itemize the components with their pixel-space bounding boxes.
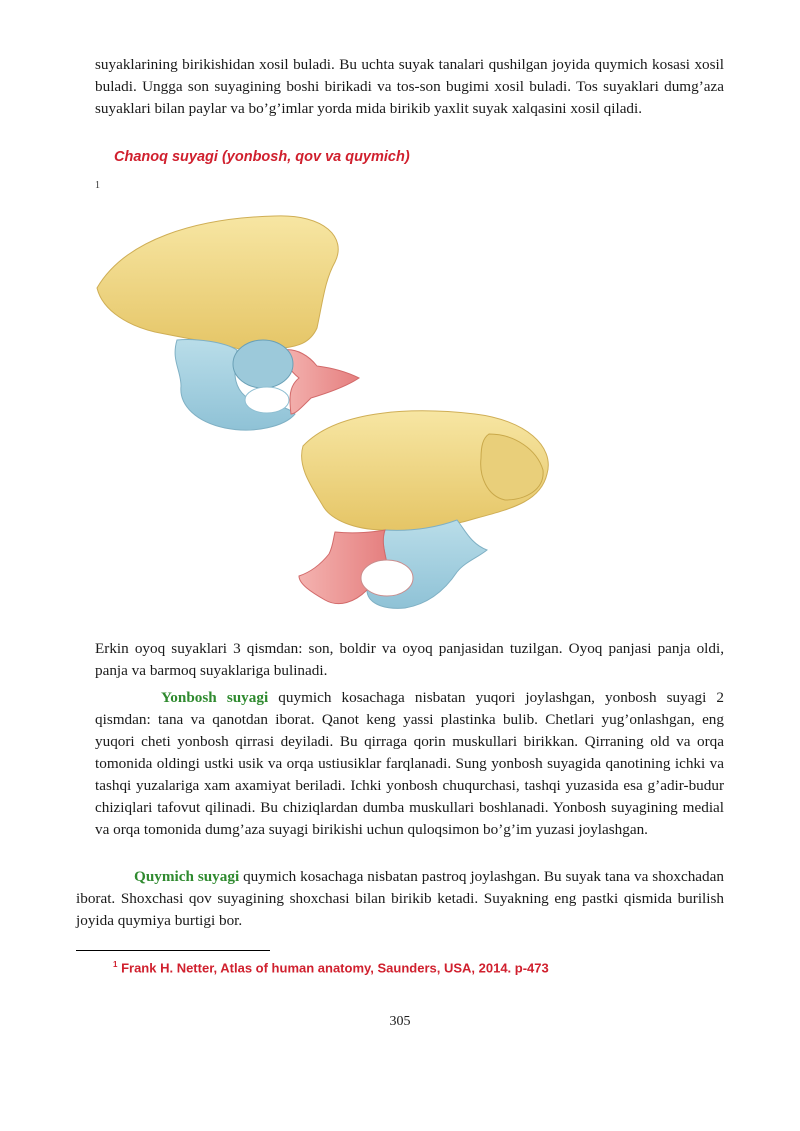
acetabulum-top (233, 340, 293, 388)
intro-paragraph: suyaklarining birikishidan xosil buladi. Bu uchta suyak tanalari qushilgan joyida quymich kosasi xosil buladi. Ungga son suyagining boshi birikadi va tos-son bugimi xosil buladi. Tos suyaklari dumg’aza suyaklari bilan paylar va bo’g’imlar yorda mida birikib yaxlit suyak xalqasini xosil qiladi. (95, 56, 724, 117)
yonbosh-heading: Yonbosh suyagi (161, 689, 269, 706)
obturator-foramen-bottom (361, 560, 413, 596)
footnote-text: Frank H. Netter, Atlas of human anatomy, Saunders, USA, 2014. p-473 (117, 960, 549, 976)
figure-caption: Chanoq suyagi (yonbosh, qov va quymich) (114, 149, 410, 165)
erkin-paragraph: Erkin oyoq suyaklari 3 qismdan: son, boldir va oyoq panjasidan tuzilgan. Oyoq panjasi panja oldi, panja va barmoq suyaklariga bulinadi. (95, 640, 724, 679)
hip-bone-medial-view (299, 411, 548, 608)
yonbosh-paragraph (95, 687, 724, 841)
pelvic-bone-illustration (85, 200, 565, 620)
hip-bone-lateral-view (97, 216, 359, 430)
quymich-paragraph (76, 866, 724, 932)
footnote (113, 960, 549, 975)
page-number: 305 (389, 1014, 411, 1029)
obturator-foramen-top (245, 387, 289, 413)
pubis-top (283, 350, 359, 414)
footnote-marker: 1 (113, 960, 118, 969)
figure-reference-marker: 1 (95, 180, 100, 191)
footnote-divider (76, 950, 270, 951)
quymich-text: quymich kosachaga nisbatan pastroq joylashgan. Bu suyak tana va shoxchadan iborat. Shoxchasi qov suyagining shoxchasi bilan birikib ketadi. Suyakning eng pastki qismida burilish joyida quymiya burtigi bor. (76, 868, 724, 929)
quymich-heading: Quymich suyagi (134, 868, 240, 885)
yonbosh-text: quymich kosachaga nisbatan yuqori joylashgan, yonbosh suyagi 2 qismdan: tana va qanotdan iborat. Qanot keng yassi plastinka bulib. Chetlari yug’onlashgan, eng yuqori cheti yonbosh qirrasi deyiladi. Bu qirraga qorin muskullari birikkan. Qirraning old va orqa tomonida oldingi ustki usik va orqa ustiusiklar farqlanadi. Sung yonbosh suyagida qanotining ichki va tashqi yuzalariga xam axamiyat beriladi. Ichki yonbosh chuqurchasi, tashqi yuzasida esa g’adir-budur chiziqlari tafovut qilinadi. Bu chiziqlardan dumba muskullari boshlanadi. Yonbosh suyagining medial va orqa tomonida dumg’aza suyagi birikishi uchun quloqsimon bo’g’im yuzasi joylashgan. (95, 689, 724, 838)
ilium-top (97, 216, 338, 352)
